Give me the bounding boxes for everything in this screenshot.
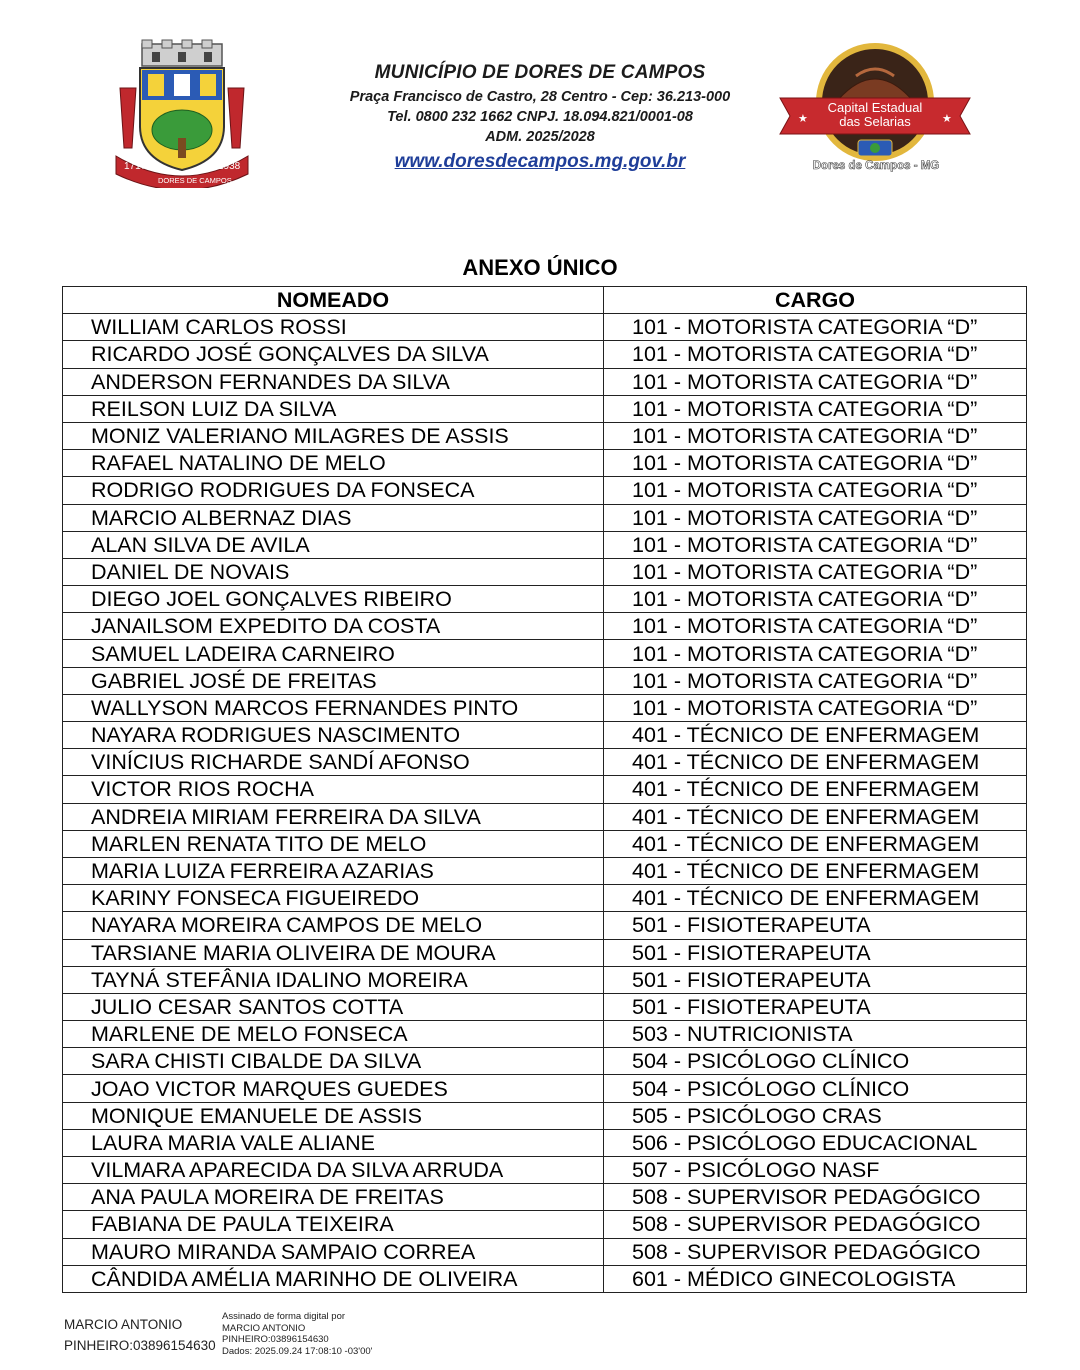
- appointee-name-cell: RICARDO JOSÉ GONÇALVES DA SILVA: [63, 341, 604, 368]
- position-cell: 101 - MOTORISTA CATEGORIA “D”: [604, 450, 1027, 477]
- table-row: [63, 1102, 1027, 1129]
- appointee-name-cell: MARCIO ALBERNAZ DIAS: [63, 504, 604, 531]
- table-row: [63, 939, 1027, 966]
- position-cell: 101 - MOTORISTA CATEGORIA “D”: [604, 558, 1027, 585]
- table-body: [63, 314, 1027, 1293]
- table-row: [63, 558, 1027, 585]
- appointee-name-cell: MARLENE DE MELO FONSECA: [63, 1021, 604, 1048]
- appointee-name-cell: MONIZ VALERIANO MILAGRES DE ASSIS: [63, 422, 604, 449]
- position-cell: 101 - MOTORISTA CATEGORIA “D”: [604, 477, 1027, 504]
- appointee-name-cell: VICTOR RIOS ROCHA: [63, 776, 604, 803]
- letterhead: [290, 62, 790, 173]
- appointee-name-cell: ANA PAULA MOREIRA DE FREITAS: [63, 1184, 604, 1211]
- seal-caption: Dores de Campos - MG: [812, 160, 940, 172]
- appointee-name-cell: DANIEL DE NOVAIS: [63, 558, 604, 585]
- administration-line: ADM. 2025/2028: [485, 129, 595, 145]
- position-cell: 101 - MOTORISTA CATEGORIA “D”: [604, 586, 1027, 613]
- appointee-name-cell: MARIA LUIZA FERREIRA AZARIAS: [63, 857, 604, 884]
- table-row: [63, 341, 1027, 368]
- table-row: [63, 885, 1027, 912]
- appointee-name-cell: ALAN SILVA DE AVILA: [63, 531, 604, 558]
- appointee-name-cell: ANDREIA MIRIAM FERREIRA DA SILVA: [63, 803, 604, 830]
- position-cell: 505 - PSICÓLOGO CRAS: [604, 1102, 1027, 1129]
- signer-name: [64, 1314, 216, 1356]
- table-row: [63, 966, 1027, 993]
- position-cell: 101 - MOTORISTA CATEGORIA “D”: [604, 368, 1027, 395]
- column-header-cargo: CARGO: [604, 287, 1027, 314]
- table-row: [63, 586, 1027, 613]
- column-header-nomeado: NOMEADO: [63, 287, 604, 314]
- table-row: [63, 1048, 1027, 1075]
- position-cell: 401 - TÉCNICO DE ENFERMAGEM: [604, 749, 1027, 776]
- table-row: [63, 803, 1027, 830]
- star-icon: ★: [942, 113, 952, 125]
- position-cell: 501 - FISIOTERAPEUTA: [604, 912, 1027, 939]
- appointee-name-cell: CÂNDIDA AMÉLIA MARINHO DE OLIVEIRA: [63, 1265, 604, 1292]
- appointee-name-cell: VINÍCIUS RICHARDE SANDÍ AFONSO: [63, 749, 604, 776]
- appointee-name-cell: LAURA MARIA VALE ALIANE: [63, 1129, 604, 1156]
- appointee-name-cell: MONIQUE EMANUELE DE ASSIS: [63, 1102, 604, 1129]
- table-row: [63, 1211, 1027, 1238]
- table-row: [63, 1265, 1027, 1292]
- position-cell: 508 - SUPERVISOR PEDAGÓGICO: [604, 1238, 1027, 1265]
- table-row: [63, 722, 1027, 749]
- appointee-name-cell: TARSIANE MARIA OLIVEIRA DE MOURA: [63, 939, 604, 966]
- appointees-table: [62, 286, 1027, 1293]
- crest-year-right: 1938: [218, 161, 241, 172]
- position-cell: 506 - PSICÓLOGO EDUCACIONAL: [604, 1129, 1027, 1156]
- position-cell: 401 - TÉCNICO DE ENFERMAGEM: [604, 722, 1027, 749]
- appointee-name-cell: VILMARA APARECIDA DA SILVA ARRUDA: [63, 1157, 604, 1184]
- appointee-name-cell: SAMUEL LADEIRA CARNEIRO: [63, 640, 604, 667]
- position-cell: 508 - SUPERVISOR PEDAGÓGICO: [604, 1211, 1027, 1238]
- position-cell: 401 - TÉCNICO DE ENFERMAGEM: [604, 857, 1027, 884]
- appointee-name-cell: MAURO MIRANDA SAMPAIO CORREA: [63, 1238, 604, 1265]
- table-row: [63, 504, 1027, 531]
- table-row: [63, 395, 1027, 422]
- position-cell: 101 - MOTORISTA CATEGORIA “D”: [604, 314, 1027, 341]
- digital-signature-stamp: [222, 1311, 372, 1357]
- appointee-name-cell: RAFAEL NATALINO DE MELO: [63, 450, 604, 477]
- table-row: [63, 1075, 1027, 1102]
- position-cell: 101 - MOTORISTA CATEGORIA “D”: [604, 422, 1027, 449]
- table-row: [63, 776, 1027, 803]
- table-row: [63, 1184, 1027, 1211]
- digital-signature-line1: Assinado de forma digital por: [222, 1311, 346, 1322]
- position-cell: 401 - TÉCNICO DE ENFERMAGEM: [604, 776, 1027, 803]
- position-cell: 101 - MOTORISTA CATEGORIA “D”: [604, 395, 1027, 422]
- table-row: [63, 613, 1027, 640]
- position-cell: 508 - SUPERVISOR PEDAGÓGICO: [604, 1184, 1027, 1211]
- appointee-name-cell: RODRIGO RODRIGUES DA FONSECA: [63, 477, 604, 504]
- appointee-name-cell: REILSON LUIZ DA SILVA: [63, 395, 604, 422]
- seal-banner-line2: das Selarias: [839, 114, 911, 129]
- position-cell: 401 - TÉCNICO DE ENFERMAGEM: [604, 830, 1027, 857]
- table-row: [63, 1129, 1027, 1156]
- appointee-name-cell: SARA CHISTI CIBALDE DA SILVA: [63, 1048, 604, 1075]
- table-row: [63, 912, 1027, 939]
- star-icon: ★: [798, 113, 808, 125]
- table-row: [63, 1157, 1027, 1184]
- position-cell: 401 - TÉCNICO DE ENFERMAGEM: [604, 803, 1027, 830]
- municipality-name: MUNICÍPIO DE DORES DE CAMPOS: [374, 62, 706, 83]
- appointee-name-cell: TAYNÁ STEFÂNIA IDALINO MOREIRA: [63, 966, 604, 993]
- appointee-name-cell: WILLIAM CARLOS ROSSI: [63, 314, 604, 341]
- capital-selarias-seal-logo: [776, 40, 974, 180]
- table-row: [63, 694, 1027, 721]
- appointee-name-cell: DIEGO JOEL GONÇALVES RIBEIRO: [63, 586, 604, 613]
- appointee-name-cell: JULIO CESAR SANTOS COTTA: [63, 993, 604, 1020]
- position-cell: 503 - NUTRICIONISTA: [604, 1021, 1027, 1048]
- table-row: [63, 531, 1027, 558]
- digital-signature-line4: Dados: 2025.09.24 17:08:10 -03'00': [222, 1345, 373, 1357]
- table-row: [63, 993, 1027, 1020]
- contact-line: Tel. 0800 232 1662 CNPJ. 18.094.821/0001-08: [387, 109, 693, 125]
- table-row: [63, 1021, 1027, 1048]
- position-cell: 601 - MÉDICO GINECOLOGISTA: [604, 1265, 1027, 1292]
- position-cell: 101 - MOTORISTA CATEGORIA “D”: [604, 531, 1027, 558]
- appointee-name-cell: NAYARA MOREIRA CAMPOS DE MELO: [63, 912, 604, 939]
- appointee-name-cell: KARINY FONSECA FIGUEIREDO: [63, 885, 604, 912]
- position-cell: 501 - FISIOTERAPEUTA: [604, 966, 1027, 993]
- position-cell: 101 - MOTORISTA CATEGORIA “D”: [604, 613, 1027, 640]
- appointee-name-cell: JOAO VICTOR MARQUES GUEDES: [63, 1075, 604, 1102]
- crest-ribbon-text: DORES DE CAMPOS: [158, 176, 232, 185]
- appointee-name-cell: NAYARA RODRIGUES NASCIMENTO: [63, 722, 604, 749]
- position-cell: 101 - MOTORISTA CATEGORIA “D”: [604, 667, 1027, 694]
- signer-name-line1: MARCIO ANTONIO: [64, 1317, 183, 1332]
- table-row: [63, 314, 1027, 341]
- appointee-name-cell: ANDERSON FERNANDES DA SILVA: [63, 368, 604, 395]
- table-row: [63, 450, 1027, 477]
- digital-signature-line3: PINHEIRO:03896154630: [222, 1334, 329, 1345]
- table-row: [63, 477, 1027, 504]
- appointee-name-cell: FABIANA DE PAULA TEIXEIRA: [63, 1211, 604, 1238]
- annex-title: ANEXO ÚNICO: [462, 255, 618, 280]
- table-row: [63, 749, 1027, 776]
- table-header-row: [63, 287, 1027, 314]
- municipal-crest-logo: [112, 38, 252, 188]
- position-cell: 101 - MOTORISTA CATEGORIA “D”: [604, 341, 1027, 368]
- table-row: [63, 667, 1027, 694]
- table-row: [63, 640, 1027, 667]
- table-row: [63, 830, 1027, 857]
- table-row: [63, 1238, 1027, 1265]
- website-link[interactable]: www.doresdecampos.mg.gov.br: [394, 151, 686, 172]
- table-row: [63, 368, 1027, 395]
- digital-signature-line2: MARCIO ANTONIO: [222, 1322, 306, 1334]
- appointee-name-cell: WALLYSON MARCOS FERNANDES PINTO: [63, 694, 604, 721]
- table-row: [63, 857, 1027, 884]
- table-row: [63, 422, 1027, 449]
- address-line: Praça Francisco de Castro, 28 Centro - Cep: 36.213-000: [349, 89, 731, 105]
- seal-banner-line1: Capital Estadual: [827, 100, 923, 115]
- position-cell: 101 - MOTORISTA CATEGORIA “D”: [604, 640, 1027, 667]
- position-cell: 501 - FISIOTERAPEUTA: [604, 939, 1027, 966]
- position-cell: 101 - MOTORISTA CATEGORIA “D”: [604, 504, 1027, 531]
- signer-name-line2: PINHEIRO:03896154630: [64, 1338, 216, 1353]
- position-cell: 101 - MOTORISTA CATEGORIA “D”: [604, 694, 1027, 721]
- position-cell: 507 - PSICÓLOGO NASF: [604, 1157, 1027, 1184]
- position-cell: 501 - FISIOTERAPEUTA: [604, 993, 1027, 1020]
- appointee-name-cell: MARLEN RENATA TITO DE MELO: [63, 830, 604, 857]
- crest-year-left: 1717: [124, 161, 147, 172]
- appointee-name-cell: JANAILSOM EXPEDITO DA COSTA: [63, 613, 604, 640]
- position-cell: 504 - PSICÓLOGO CLÍNICO: [604, 1048, 1027, 1075]
- position-cell: 504 - PSICÓLOGO CLÍNICO: [604, 1075, 1027, 1102]
- appointee-name-cell: GABRIEL JOSÉ DE FREITAS: [63, 667, 604, 694]
- position-cell: 401 - TÉCNICO DE ENFERMAGEM: [604, 885, 1027, 912]
